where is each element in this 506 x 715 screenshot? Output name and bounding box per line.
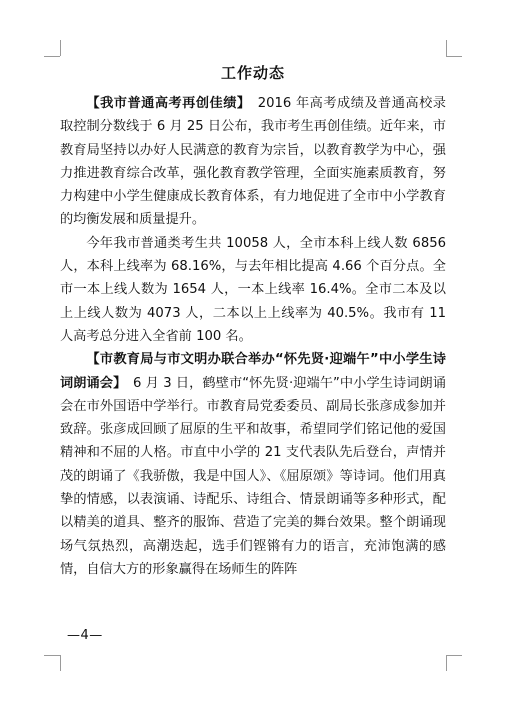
page-title: 工作动态: [220, 64, 285, 82]
crop-mark-top-left: [44, 56, 60, 57]
paragraph: [60, 232, 446, 348]
crop-mark-top-right: [446, 40, 447, 56]
paragraph-text: 今年我市普通类考生共 10058 人，全市本科上线人数 6856 人，本科上线率为 68.16%，与去年相比提高 4.66 个百分点。全市一本上线人数为 1654 人，一本上线率 16.4%。全市二本及以上上线人数为 4073 人，二本以上上线率为 40.5%。我市有 11 人高考总分进入全省前 100 名。: [60, 235, 446, 344]
crop-mark-bottom-left: [60, 655, 61, 671]
page-number: —4—: [67, 628, 103, 643]
crop-mark-bottom-left: [44, 655, 60, 656]
paragraph-text: 6 月 3 日，鹤壁市“怀先贤·迎端午”中小学生诗词朗诵会在市外国语中学举行。市教育局党委委员、副局长张彦成参加并致辞。张彦成回顾了屈原的生平和故事，希望同学们铭记他的爱国精神和不屈的人格。市直中小学的 21 支代表队先后登台，声情并茂的朗诵了《我骄傲，我是中国人》、《屈原颂》等诗词。他们用真挚的情感，以表演诵、诗配乐、诗组合、情景朗诵等多种形式，配以精美的道具、整齐的服饰、营造了完美的舞台效果。整个朗诵现场气氛热烈，高潮迭起，选手们铿锵有力的语言，充沛饱满的感情，自信大方的形象赢得在场师生的阵阵: [60, 375, 446, 577]
paragraph: [60, 348, 446, 581]
crop-mark-top-left: [60, 40, 61, 56]
body-text: [60, 92, 446, 581]
paragraph-heading: 【我市普通高考再创佳绩】: [86, 96, 245, 111]
paragraph-heading: 【市教育局与市文明办联合举办“怀先贤·迎端午”中小学生诗词朗诵会】: [60, 352, 446, 391]
paragraph: [60, 92, 446, 232]
paragraph-text: 2016 年高考成绩及普通高校录取控制分数线于 6 月 25 日公布，我市考生再创佳绩。近年来，市教育局坚持以办好人民满意的教育为宗旨，以教育教学为中心，强力推进教育综合改革，强化教育教学管理，全面实施素质教育，努力构建中小学生健康成长教育体系，有力地促进了全市中小学教育的均衡发展和质量提升。: [60, 96, 446, 228]
crop-mark-top-right: [446, 56, 462, 57]
crop-mark-bottom-right: [446, 655, 447, 671]
crop-mark-bottom-right: [446, 655, 462, 656]
